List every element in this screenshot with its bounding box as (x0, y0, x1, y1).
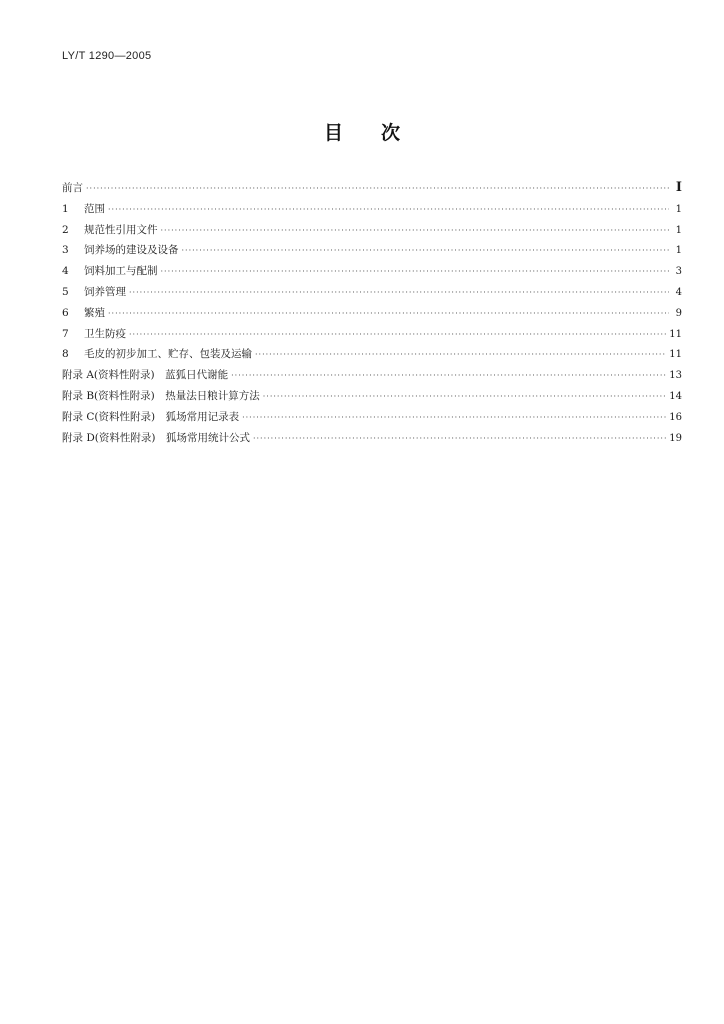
toc-label: 规范性引用文件 (84, 223, 158, 236)
toc-entry-foreword[interactable] (62, 178, 682, 199)
toc-leader-dots (161, 221, 670, 242)
toc-entry-annex-c[interactable] (62, 407, 682, 428)
toc-section-number: 7 (62, 327, 69, 340)
toc-page-number: 1 (675, 224, 682, 236)
toc-label: 附录 A(资料性附录) 蓝狐日代谢能 (62, 369, 229, 382)
toc-leader-dots (108, 200, 669, 221)
toc-label: 前言 (62, 182, 83, 194)
toc-entry-annex-b[interactable] (62, 386, 682, 407)
toc-section-number: 3 (62, 244, 69, 257)
toc-leader-dots (129, 283, 669, 304)
toc-leader-dots (108, 304, 669, 325)
toc-entry-annex-a[interactable] (62, 365, 682, 386)
toc-leader-dots (263, 387, 667, 408)
toc-entry-5[interactable] (62, 282, 682, 303)
toc-page-number: 1 (675, 245, 682, 257)
toc-leader-dots (242, 408, 666, 429)
document-code: LY/T 1290—2005 (62, 50, 152, 62)
toc-leader-dots (129, 325, 666, 346)
toc-page-number: 11 (669, 349, 682, 361)
toc-page-number: 13 (669, 370, 682, 382)
page-title: 目次 (323, 122, 438, 144)
toc-label: 附录 C(资料性附录) 狐场常用记录表 (62, 410, 240, 423)
toc-section-number: 5 (62, 285, 69, 298)
toc-entry-7[interactable] (62, 324, 682, 345)
toc-page-number: 4 (675, 286, 682, 298)
toc-label: 卫生防疫 (84, 327, 126, 340)
toc-entry-6[interactable] (62, 303, 682, 324)
toc-leader-dots (161, 262, 670, 283)
toc-section-number: 8 (62, 348, 69, 361)
toc-label: 繁殖 (84, 306, 105, 319)
toc-leader-dots (86, 179, 669, 200)
toc-section-number: 4 (62, 265, 69, 278)
toc-section-number: 6 (62, 306, 69, 319)
toc-entry-2[interactable] (62, 220, 682, 241)
toc-page-number: 3 (675, 266, 682, 278)
toc-label: 附录 D(资料性附录) 狐场常用统计公式 (62, 431, 250, 444)
toc-leader-dots (231, 366, 666, 387)
toc-entry-8[interactable] (62, 344, 682, 365)
toc-label: 饲料加工与配制 (84, 265, 158, 278)
toc-entry-3[interactable] (62, 240, 682, 261)
toc-leader-dots (255, 345, 666, 366)
toc-entry-4[interactable] (62, 261, 682, 282)
toc-label: 毛皮的初步加工、贮存、包装及运输 (84, 348, 252, 361)
toc-section-number: 1 (62, 202, 69, 215)
toc-page-number: 14 (669, 390, 682, 402)
toc-entry-1[interactable] (62, 199, 682, 220)
toc-page-number: 9 (675, 307, 682, 319)
toc-label: 附录 B(资料性附录) 热量法日粮计算方法 (62, 389, 260, 402)
toc-page-number: I (675, 180, 682, 195)
toc-label: 饲养场的建设及设备 (84, 244, 179, 257)
toc-section-number: 2 (62, 223, 69, 236)
toc-label: 饲养管理 (84, 285, 126, 298)
table-of-contents (62, 178, 682, 448)
toc-leader-dots (253, 429, 666, 450)
toc-label: 范围 (84, 202, 105, 215)
toc-page-number: 16 (669, 411, 682, 423)
toc-page-number: 19 (669, 432, 682, 444)
toc-page-number: 11 (669, 328, 682, 340)
toc-entry-annex-d[interactable] (62, 428, 682, 449)
toc-leader-dots (182, 241, 670, 262)
toc-page-number: 1 (675, 203, 682, 215)
